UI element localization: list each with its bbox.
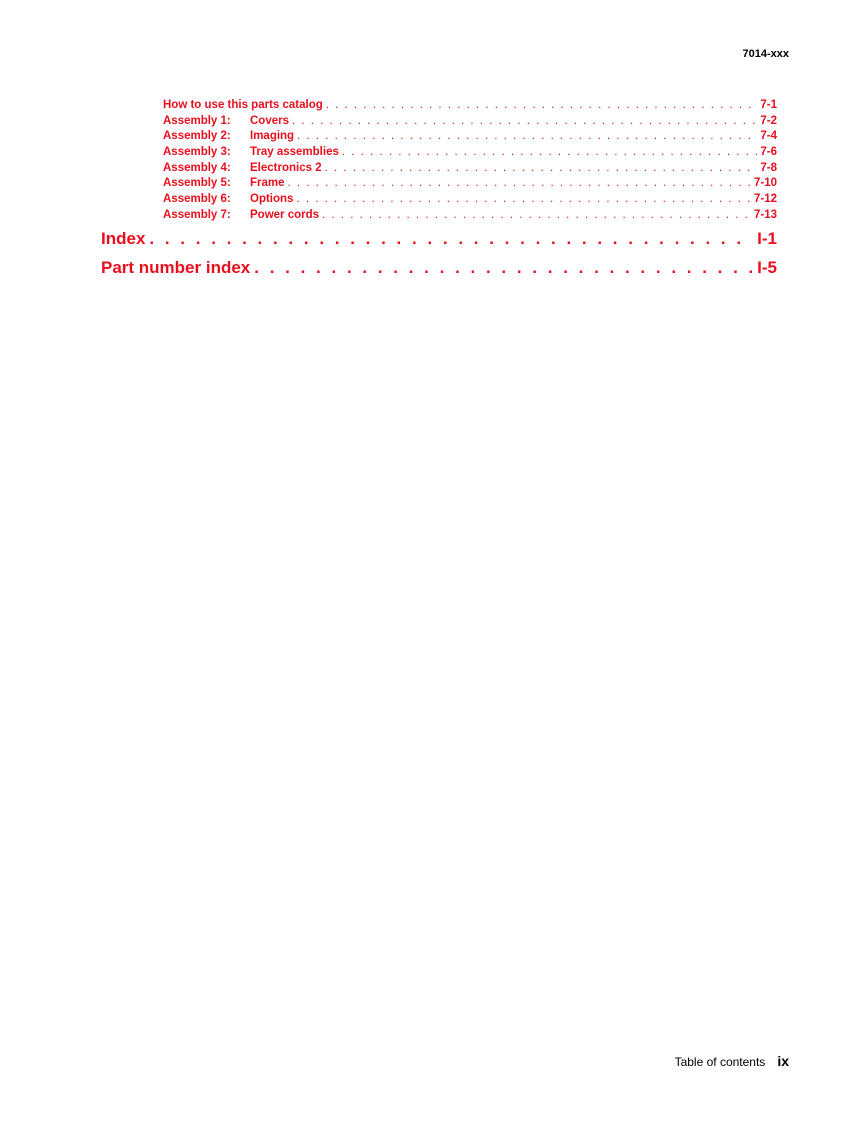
toc-entry-assembly-label: Assembly 3: [163, 146, 231, 159]
toc-entry-title: Covers [250, 114, 289, 127]
toc-entry-page: 7-8 [760, 161, 777, 174]
toc-entry-page: 7-6 [760, 146, 777, 159]
toc-entry-title: Tray assemblies [250, 146, 339, 159]
toc-entry-page: 7-1 [760, 99, 777, 111]
page-footer [675, 1053, 789, 1069]
toc-main-entries [101, 229, 777, 287]
toc-entry-page: 7-2 [760, 114, 777, 127]
toc-entry-assembly-4[interactable] [163, 162, 777, 178]
footer-section-label: Table of contents [674, 1055, 766, 1069]
toc-entry-assembly-7[interactable] [163, 209, 777, 225]
toc-entry-title: Frame [250, 177, 285, 190]
toc-entry-how-to-use[interactable] [163, 99, 777, 115]
toc-entry-page: 7-12 [753, 193, 777, 206]
toc-entry-page: 7-10 [753, 177, 777, 190]
toc-entry-assembly-label: Assembly 2: [163, 130, 231, 143]
toc-entry-assembly-label: Assembly 7: [163, 208, 231, 221]
toc-leader-dots [342, 146, 758, 158]
toc-leader-dots [288, 177, 751, 189]
toc-sub-entries [163, 99, 777, 225]
toc-leader-dots [296, 193, 751, 205]
toc-entry-page: I-5 [757, 258, 777, 277]
toc-leader-dots [325, 162, 758, 174]
toc-leader-dots [326, 99, 758, 111]
toc-entry-page: 7-4 [760, 130, 777, 143]
toc-leader-dots [297, 130, 757, 142]
footer-page-number: ix [777, 1053, 789, 1069]
toc-entry-part-number-index[interactable] [101, 258, 777, 287]
toc-entry-page: I-1 [757, 229, 777, 248]
toc-entry-title: How to use this parts catalog [163, 99, 323, 111]
toc-leader-dots [254, 258, 753, 278]
toc-entry-assembly-label: Assembly 1: [163, 114, 231, 127]
toc-leader-dots [322, 209, 751, 221]
document-model-code: 7014-xxx [742, 48, 789, 60]
toc-entry-index[interactable] [101, 229, 777, 258]
toc-entry-title: Index [101, 229, 146, 248]
toc-entry-title: Imaging [250, 130, 295, 143]
toc-entry-assembly-label: Assembly 4: [163, 161, 231, 174]
toc-entry-title: Electronics 2 [250, 161, 322, 174]
toc-entry-assembly-2[interactable] [163, 130, 777, 146]
toc-leader-dots [149, 229, 753, 249]
toc-entry-page: 7-13 [753, 208, 777, 221]
toc-entry-assembly-1[interactable] [163, 115, 777, 131]
toc-entry-assembly-label: Assembly 6: [163, 193, 231, 206]
toc-entry-assembly-label: Assembly 5: [163, 177, 231, 190]
toc-leader-dots [292, 115, 757, 127]
toc-entry-assembly-6[interactable] [163, 193, 777, 209]
toc-entry-title: Options [250, 193, 294, 206]
toc-entry-assembly-3[interactable] [163, 146, 777, 162]
toc-entry-assembly-5[interactable] [163, 177, 777, 193]
toc-entry-title: Part number index [101, 258, 251, 277]
toc-entry-title: Power cords [250, 208, 320, 221]
